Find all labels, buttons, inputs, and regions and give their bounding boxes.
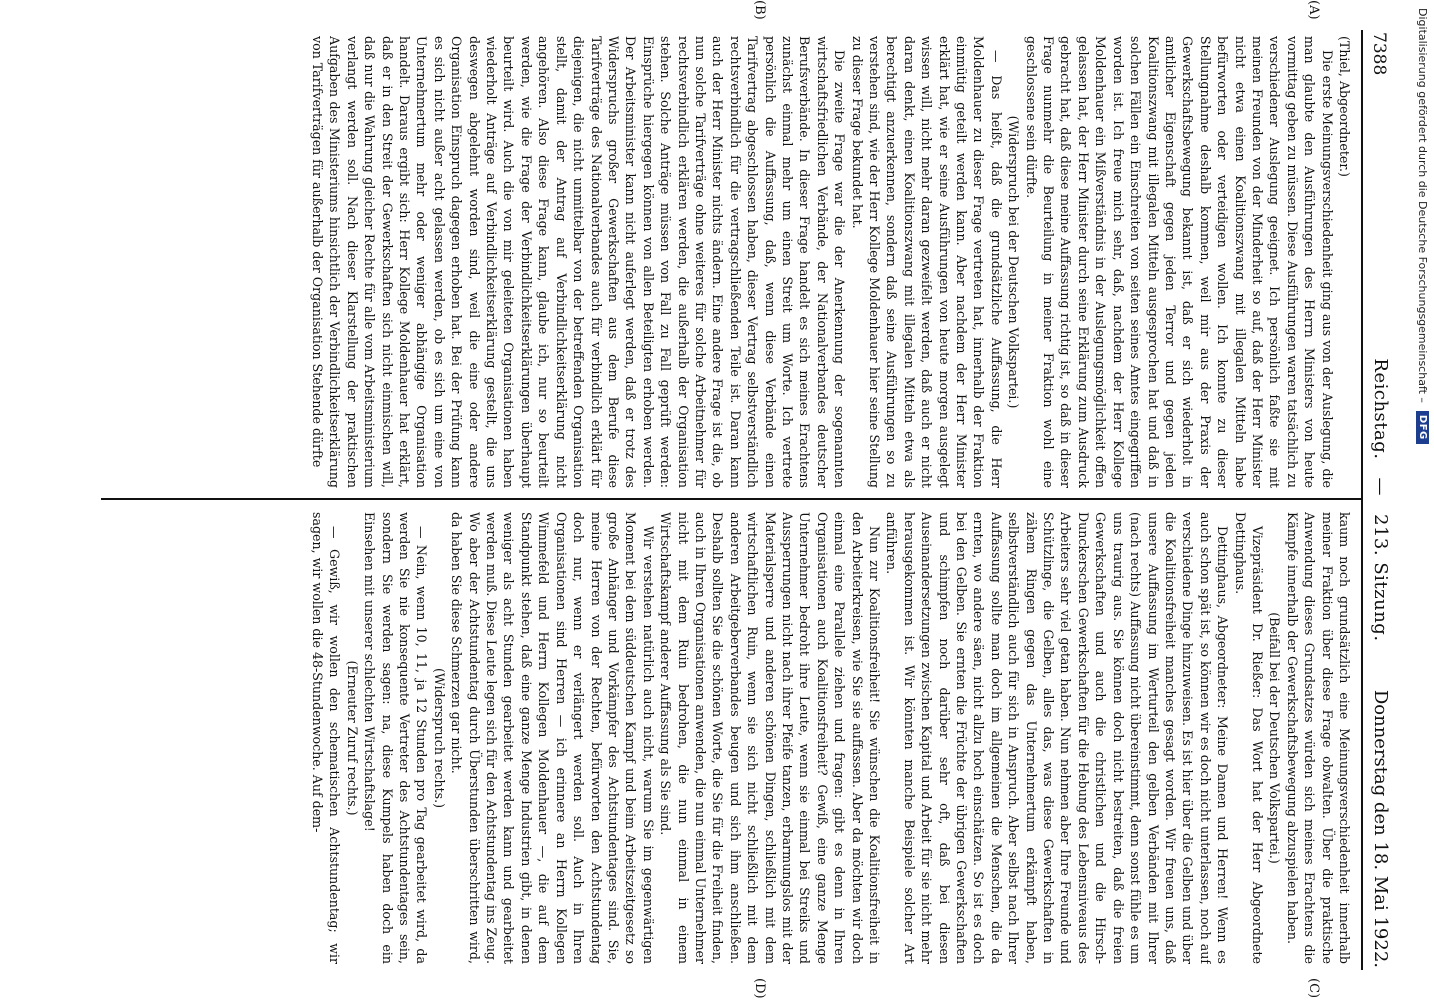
rotated-document-page <box>87 0 1407 999</box>
digitization-text: Digitalisierung gefördert durch die Deutsche Forschungsgemeinschaft – <box>1416 8 1430 403</box>
paragraph: — Das heißt, daß die grundsätzliche Auffassung, die Herr Moldenhauer zu dieser Frage vertreten hat, innerhalb der Fraktion einmütig geteilt werden kann. Aber nachdem der Herr Minister erklärt hat, wie er seine Ausführungen von heute morgen ausgelegt wissen will, nicht mehr daran gezweifelt werden, daß auch er nicht daran denkt, einen Koalitionszwang mit illegalen Mitteln etwa als berechtigt anzuerkennen, sondern daß seine Ausführungen so zu verstehen sind, wie der Herr Kollege Moldenhauer hier seine Stellung zu dieser Frage bekundet hat. <box>849 36 1004 488</box>
paragraph: — Nein, wenn 10, 11, ja 12 Stunden pro Tag gearbeitet wird, da werden Sie nie konsequente Vertreter des Achtstundentages sein, sondern Sie werden sagen: na, diese Kumpels haben doch ein Einsehen mit unserer schlechten Wirtschaftslage! <box>362 512 430 964</box>
session-number: 213. Sitzung. <box>1370 514 1391 642</box>
right-text-column <box>103 512 1353 964</box>
margin-mark-d: (D) <box>752 978 767 999</box>
interjection: (Erneuter Zuruf rechts.) <box>344 660 360 816</box>
paragraph: Dettinghaus, Abgeordneter: Meine Damen und Herren! Wenn es auch schon spät ist, so können wir es doch nicht unterlassen, noch auf verschiedene Dinge hinzuweisen. Es ist hier über die Gelben und über die Koalitionsfreiheit manches gesagt worden. Wir freuen uns, daß unsere Auffassung im Werturteil den gelben Verbänden mit Ihrer (nach rechts) Auffassung nicht übereinstimmt, denn sonst fühle es um uns traurig aus. Sie können doch nicht bestreiten, daß die freien Gewerkschaften und auch die christlichen und die Hirsch-Dunckerschen Gewerkschaften für die Hebung des Lebensniveaus des Arbeiters sehr viel getan haben. Nun nehmen aber Ihre Freunde und Schützlinge, die Gelben, alles das, was diese Gewerkschaften in zähem Ringen gegen das Unternehmertum erkämpft haben, selbstverständlich auch für sich in Anspruch. Aber selbst nach Ihrer Auffassung sollte man doch im allgemeinen die Menschen, die da ernten, wo andere säen, nicht allzu hoch einschätzen. So ist es doch bei den Gelben. Sie ernten die Früchte der übrigen Gewerkschaften und schimpfen noch darüber sehr oft, daß bei diesen Auseinandersetzungen zwischen Kapital und Arbeit für sie nicht mehr herausgekommen ist. Wir könnten manche Beispiele solcher Art anführen. <box>884 512 1231 964</box>
title-reichstag: Reichstag. <box>1370 358 1391 460</box>
interjection: (Widerspruch rechts.) <box>431 667 447 809</box>
paragraph: Wir verstehen natürlich auch nicht, warum Sie im gegenwärtigen Moment bei dem süddeutschen Kampf und beim Arbeitszeitgesetz so große Anhänger und Vorkämpfer des Achtstundentages sind. Sie, meine Herren von der Rechten, befürworten den Achtstundentag doch nur, wenn er verlängert werden soll. Auch in Ihren Organisationen sind Herren — ich erinnere an Herrn Kollegen Wimmefeld und Herrn Kollegen Moldenhauer —, die auf dem Standpunkt stehen, daß eine ganze Menge Industrien gibt, in denen weniger als acht Stunden gearbeitet werden kann und gearbeitet werden muß. Diese Leute legen sich für den Achtstundentag ins Zeug. Wo aber der Achtstundentag durch Überstunden überschritten wird, da haben Sie diese Schmerzen gar nicht. <box>449 512 656 964</box>
paragraph: — Gewiß, wir wollen den schematischen Achtstundentag; wir sagen, wir wollen die 48-Stundenwoche. Auf dem- <box>310 512 343 964</box>
paragraph: Nun zur Koalitionsfreiheit! Sie wünschen die Koalitionsfreiheit in den Arbeiterkreisen, wie Sie sie auffassen. Aber da möchten wir doch einmal eine Parallele ziehen und fragen: gibt es denn in Ihren Organisationen auch Koalitionsfreiheit? Gewiß, eine ganze Menge Unternehmer bedroht ihre Leute, wenn sie einmal bei Streiks und Aussperrungen nicht nach ihrer Pfeife tanzen, erbarmungslos mit der Materialsperre und anderen schönen Dingen, schließlich mit dem wirtschaftlichen Ruin, wenn sie sich nicht schließlich mit dem anderen Arbeitgeberverbandes beugen und sich ihm anschließen. Deshalb sollten Sie die schönen Worte, die Sie für die Freiheit finden, auch in Ihren Organisationen anwenden, die nun einmal Unternehmer nicht mit dem Ruin bedrohen, die nun einmal in einem Wirtschaftskampf anderer Auffassung als Sie sind. <box>658 512 883 964</box>
margin-mark-c: (C) <box>1306 978 1321 999</box>
digitization-notice <box>1412 8 1434 988</box>
speaker-note: (Thiel, Abgeordneter.) <box>1337 36 1352 177</box>
paragraph: Die zweite Frage war die der Anerkennung der sogenannten wirtschaftsfriedlichen Verbände, der Nationalverbandes deutscher Berufsverbände. In dieser Frage handelt es sich meines Erachtens zunächst einmal mehr um einen Streit um Worte. Ich vertrete persönlich die Auffassung, daß, wenn diese Verbände einen Tarifvertrag abgeschlossen haben, dieser Vertrag selbstverständlich rechtsverbindlich für die vertragschließenden Teile ist. Daran kann auch der Herr Minister nichts ändern. Eine andere Frage ist die, ob nun solche Tarifverträge ohne weiteres für solche Arbeitnehmer für rechtsverbindlich erklären werden, die außerhalb der Organisation stehen. Solche Anträge müssen von Fall zu Fall geprüft werden: Einsprüche hiergegen können von allen Beteiligten erhoben werden. Der Arbeitsminister kann nicht auferlegt werden, daß er trotz des Widerspruchs großer Gewerkschaften aus dem Berufe diese Tarifverträge des Nationalverbandes auch für verbindlich erklärt für diejenigen, die nicht unmittelbar von der betreffenden Organisation stellt, damit der Antrag auf Verbindlichkeitserklärung nicht angehören. Also diese Frage kann, glaube ich, nur so beurteilt werden, wie die Frage der Verbindlichkeitserklärungen überhaupt beurteilt wird. Auch die von mir geleiteten Organisationen haben wiederholt Anträge auf Verbindlichkeitserklärung gestellt, die uns deswegen abgelehnt worden sind, weil die eine oder andere Organisation Einspruch dagegen erhoben hat. Bei der Prüfung kann es sich nicht außer acht gelassen werden, ob es sich um eine von Unternehmertum mehr oder weniger abhängige Organisation handelt. Daraus ergibt sich: Herr Kollege Moldenhauer hat erklärt, daß er in den Streit der Gewerkschaften sich nicht einmischen will, daß nur die Wahrung gleicher Rechte für alle vom Arbeitsministerium verlangt werden soll. Nach dieser Klarstellung der praktischen Aufgaben des Ministeriums hinsichtlich der Verbindlichkeitserklärung von Tarifverträgen für außerhalb der Organisation Stehende dürfte <box>310 36 848 488</box>
dfg-logo: DFG <box>1417 411 1430 444</box>
paragraph: kaum noch grundsätzlich eine Meinungsverschiedenheit innerhalb meiner Fraktion über diese Frage obwalten. Über die praktische Anwendung dieses Grundsatzes würden sich meines Erachtens die Kämpfe innerhalb der Gewerkschaftsbewegung abzuspielen haben. <box>1284 512 1352 964</box>
page-header <box>1361 30 1407 970</box>
header-rule <box>1361 30 1363 970</box>
page-number: 7388 <box>1369 32 1389 76</box>
interjection: (Widerspruch bei der Deutschen Volkspartei.) <box>1006 115 1022 409</box>
margin-mark-b: (B) <box>752 0 767 20</box>
margin-mark-a: (A) <box>1306 0 1321 20</box>
column-separator <box>101 498 1361 500</box>
interjection: (Beifall bei der Deutschen Volkspartei.) <box>1267 612 1283 864</box>
left-text-column <box>103 36 1353 488</box>
paragraph: Vizepräsident Dr. Rießer: Das Wort hat der Herr Abgeordnete Dettinghaus. <box>1232 512 1265 964</box>
session-date: Donnerstag den 18. Mai 1922. <box>1370 689 1391 968</box>
title-dash: — <box>1370 477 1391 497</box>
paragraph: Die erste Meinungsverschiedenheit ging aus von der Auslegung, die man glaubte den Ausführungen des Herrn Ministers von heute vormittag geben zu müssen. Diese Ausführungen waren tatsächlich zu verschiedener Auslegung geeignet. Ich persönlich faßte sie mit meinen Freunden von der Minderheit so auf, daß der Herr Minister nicht etwa einen Koalitionszwang mit illegalen Mitteln habe befürworten oder verteidigen wollen. Ich konnte zu dieser Stellungnahme deshalb kommen, weil mir aus der Praxis der Gewerkschaftsbewegung bekannt ist, daß er sich wiederholt in amtlicher Eigenschaft gegen jeden Terror und gegen jeden Koalitionszwang mit illegalen Mitteln ausgesprochen hat und daß in solchen Fällen ein Einschreiten von seiten seines Amtes eingegriffen worden ist. Ich freue mich sehr, daß, nachdem der Herr Kollege Moldenhauer ein Mißverständnis in der Auslegungsmöglichkeit offen gelassen hat, der Herr Minister durch seine Erklärung zum Ausdruck gebracht hat, daß diese meine Auffassung richtig ist, so daß in dieser Frage nunmehr die Beurteilung in meiner Fraktion wohl eine geschlossene sein dürfte. <box>1023 36 1335 488</box>
